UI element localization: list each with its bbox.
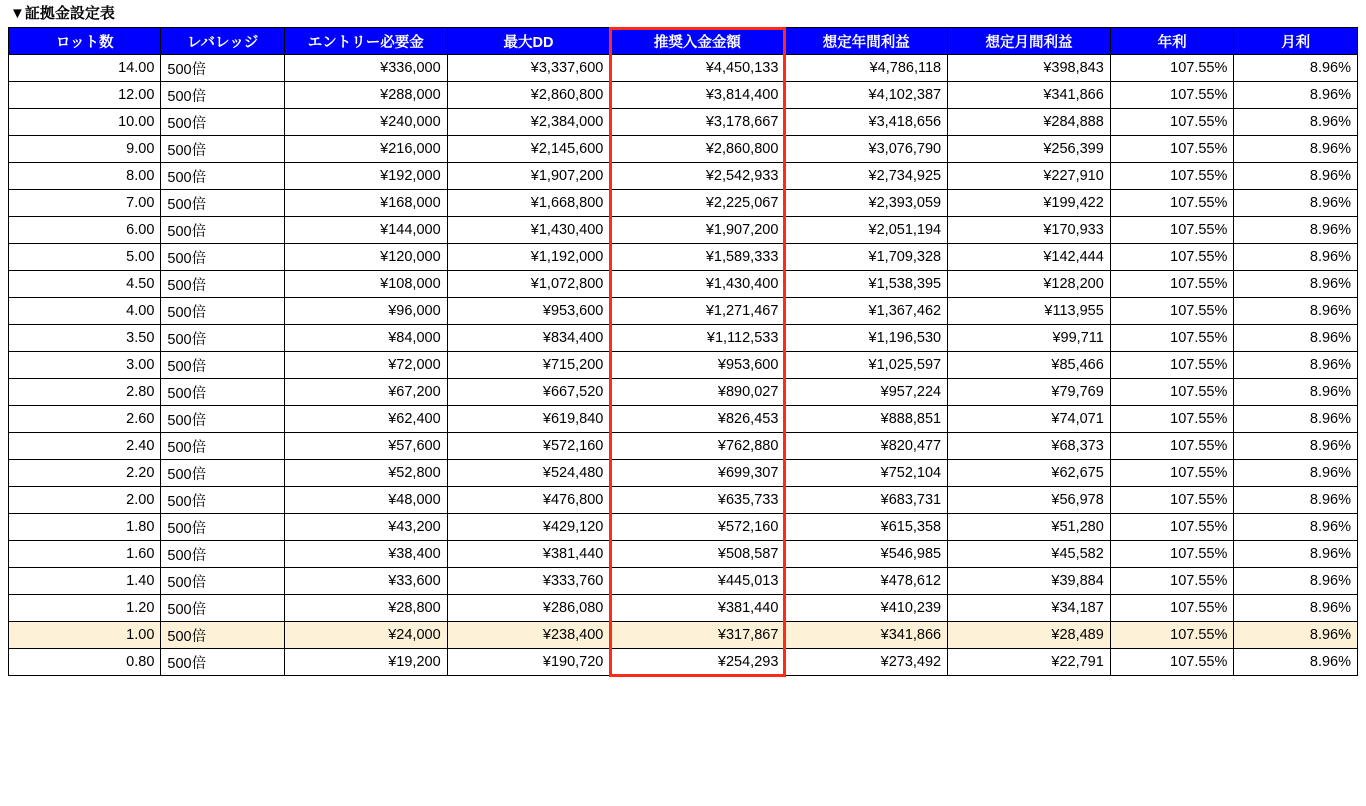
table-row: [9, 379, 1358, 406]
table-cell: ¥888,851: [785, 406, 948, 433]
table-cell: 2.00: [9, 487, 161, 514]
table-cell: 8.96%: [1234, 244, 1358, 271]
table-body: [9, 55, 1358, 676]
table-cell: 1.40: [9, 568, 161, 595]
table-cell: ¥957,224: [785, 379, 948, 406]
table-cell: 107.55%: [1110, 514, 1234, 541]
table-cell: 107.55%: [1110, 244, 1234, 271]
table-cell: 500倍: [161, 541, 285, 568]
table-cell: 500倍: [161, 487, 285, 514]
table-cell: ¥1,430,400: [447, 217, 610, 244]
table-cell: ¥341,866: [948, 82, 1111, 109]
table-cell: ¥1,271,467: [610, 298, 785, 325]
table-cell: 107.55%: [1110, 460, 1234, 487]
table-cell: ¥381,440: [610, 595, 785, 622]
table-cell: ¥572,160: [447, 433, 610, 460]
table-cell: 107.55%: [1110, 406, 1234, 433]
table-cell: 107.55%: [1110, 379, 1234, 406]
table-cell: ¥1,025,597: [785, 352, 948, 379]
table-cell: 107.55%: [1110, 82, 1234, 109]
table-cell: ¥33,600: [284, 568, 447, 595]
table-cell: ¥317,867: [610, 622, 785, 649]
table-cell: ¥62,400: [284, 406, 447, 433]
table-cell: ¥715,200: [447, 352, 610, 379]
table-row: [9, 163, 1358, 190]
table-cell: ¥216,000: [284, 136, 447, 163]
table-header: [9, 28, 1358, 55]
table-cell: ¥85,466: [948, 352, 1111, 379]
table-cell: 8.96%: [1234, 460, 1358, 487]
table-cell: ¥3,337,600: [447, 55, 610, 82]
table-cell: ¥1,192,000: [447, 244, 610, 271]
table-cell: ¥190,720: [447, 649, 610, 676]
table-cell: 5.00: [9, 244, 161, 271]
table-cell: ¥826,453: [610, 406, 785, 433]
table-cell: 500倍: [161, 460, 285, 487]
table-cell: ¥890,027: [610, 379, 785, 406]
table-cell: 3.00: [9, 352, 161, 379]
table-cell: ¥67,200: [284, 379, 447, 406]
table-cell: ¥2,051,194: [785, 217, 948, 244]
table-cell: ¥142,444: [948, 244, 1111, 271]
table-cell: 8.96%: [1234, 325, 1358, 352]
table-cell: 8.96%: [1234, 136, 1358, 163]
table-cell: 107.55%: [1110, 190, 1234, 217]
table-cell: ¥1,196,530: [785, 325, 948, 352]
table-cell: 8.96%: [1234, 487, 1358, 514]
table-cell: ¥2,393,059: [785, 190, 948, 217]
table-cell: ¥508,587: [610, 541, 785, 568]
table-cell: ¥28,489: [948, 622, 1111, 649]
table-cell: 9.00: [9, 136, 161, 163]
table-cell: ¥72,000: [284, 352, 447, 379]
table-cell: 500倍: [161, 244, 285, 271]
column-header-1: レバレッジ: [161, 28, 285, 55]
table-row: [9, 460, 1358, 487]
table-cell: 500倍: [161, 82, 285, 109]
table-cell: 500倍: [161, 163, 285, 190]
table-cell: 8.96%: [1234, 649, 1358, 676]
table-cell: ¥2,734,925: [785, 163, 948, 190]
column-header-2: エントリー必要金: [284, 28, 447, 55]
table-row: [9, 352, 1358, 379]
table-cell: 107.55%: [1110, 595, 1234, 622]
table-cell: 1.80: [9, 514, 161, 541]
table-cell: ¥74,071: [948, 406, 1111, 433]
table-cell: ¥4,786,118: [785, 55, 948, 82]
table-cell: ¥3,814,400: [610, 82, 785, 109]
table-cell: ¥398,843: [948, 55, 1111, 82]
table-cell: 107.55%: [1110, 163, 1234, 190]
table-cell: ¥24,000: [284, 622, 447, 649]
table-cell: ¥34,187: [948, 595, 1111, 622]
table-cell: ¥3,178,667: [610, 109, 785, 136]
table-cell: ¥410,239: [785, 595, 948, 622]
table-cell: 8.96%: [1234, 406, 1358, 433]
table-cell: ¥476,800: [447, 487, 610, 514]
table-cell: ¥1,112,533: [610, 325, 785, 352]
table-cell: 107.55%: [1110, 217, 1234, 244]
table-cell: 500倍: [161, 649, 285, 676]
table-cell: 500倍: [161, 298, 285, 325]
table-cell: ¥2,225,067: [610, 190, 785, 217]
table-cell: 500倍: [161, 109, 285, 136]
table-cell: ¥615,358: [785, 514, 948, 541]
table-cell: ¥699,307: [610, 460, 785, 487]
table-cell: 7.00: [9, 190, 161, 217]
table-cell: ¥68,373: [948, 433, 1111, 460]
table-cell: ¥341,866: [785, 622, 948, 649]
table-row: [9, 541, 1358, 568]
table-cell: 2.20: [9, 460, 161, 487]
table-cell: 500倍: [161, 325, 285, 352]
column-header-8: 月利: [1234, 28, 1358, 55]
table-cell: 107.55%: [1110, 433, 1234, 460]
table-cell: 500倍: [161, 595, 285, 622]
table-cell: ¥635,733: [610, 487, 785, 514]
table-cell: ¥48,000: [284, 487, 447, 514]
table-row: [9, 514, 1358, 541]
table-cell: ¥96,000: [284, 298, 447, 325]
table-cell: ¥4,450,133: [610, 55, 785, 82]
table-cell: 8.96%: [1234, 514, 1358, 541]
table-cell: 500倍: [161, 622, 285, 649]
table-cell: 10.00: [9, 109, 161, 136]
table-cell: 1.00: [9, 622, 161, 649]
table-cell: ¥546,985: [785, 541, 948, 568]
table-cell: ¥62,675: [948, 460, 1111, 487]
table-cell: ¥288,000: [284, 82, 447, 109]
table-cell: ¥1,072,800: [447, 271, 610, 298]
table-cell: 500倍: [161, 55, 285, 82]
table-cell: ¥57,600: [284, 433, 447, 460]
table-cell: ¥3,418,656: [785, 109, 948, 136]
table-cell: ¥238,400: [447, 622, 610, 649]
column-header-7: 年利: [1110, 28, 1234, 55]
table-cell: 8.96%: [1234, 298, 1358, 325]
table-row: [9, 649, 1358, 676]
table-cell: ¥51,280: [948, 514, 1111, 541]
table-cell: 8.96%: [1234, 190, 1358, 217]
table-cell: ¥2,542,933: [610, 163, 785, 190]
table-cell: ¥99,711: [948, 325, 1111, 352]
table-cell: 107.55%: [1110, 271, 1234, 298]
table-cell: ¥144,000: [284, 217, 447, 244]
table-row: [9, 217, 1358, 244]
column-header-4: 推奨入金金額: [610, 28, 785, 55]
table-cell: ¥170,933: [948, 217, 1111, 244]
table-cell: 2.60: [9, 406, 161, 433]
table-cell: ¥43,200: [284, 514, 447, 541]
table-cell: ¥2,860,800: [447, 82, 610, 109]
table-cell: 8.96%: [1234, 82, 1358, 109]
table-cell: ¥39,884: [948, 568, 1111, 595]
table-cell: ¥1,589,333: [610, 244, 785, 271]
table-row: [9, 433, 1358, 460]
page-title: ▼証拠金設定表: [10, 5, 115, 22]
table-cell: 107.55%: [1110, 298, 1234, 325]
table-cell: 107.55%: [1110, 109, 1234, 136]
table-cell: ¥683,731: [785, 487, 948, 514]
table-cell: ¥445,013: [610, 568, 785, 595]
table-cell: 500倍: [161, 352, 285, 379]
table-cell: 8.96%: [1234, 541, 1358, 568]
table-cell: 3.50: [9, 325, 161, 352]
table-cell: ¥254,293: [610, 649, 785, 676]
table-cell: ¥1,367,462: [785, 298, 948, 325]
table-row: [9, 271, 1358, 298]
table-cell: 0.80: [9, 649, 161, 676]
table-cell: 2.80: [9, 379, 161, 406]
table-cell: ¥52,800: [284, 460, 447, 487]
table-cell: ¥1,668,800: [447, 190, 610, 217]
table-cell: ¥79,769: [948, 379, 1111, 406]
table-cell: 1.20: [9, 595, 161, 622]
table-cell: 500倍: [161, 190, 285, 217]
table-cell: 4.50: [9, 271, 161, 298]
table-cell: ¥953,600: [447, 298, 610, 325]
table-cell: ¥284,888: [948, 109, 1111, 136]
table-cell: ¥199,422: [948, 190, 1111, 217]
table-cell: 2.40: [9, 433, 161, 460]
table-cell: ¥286,080: [447, 595, 610, 622]
table-cell: 107.55%: [1110, 136, 1234, 163]
table-cell: ¥38,400: [284, 541, 447, 568]
table-cell: ¥1,907,200: [610, 217, 785, 244]
table-cell: 107.55%: [1110, 487, 1234, 514]
table-cell: 107.55%: [1110, 55, 1234, 82]
table-cell: 500倍: [161, 568, 285, 595]
table-cell: ¥1,709,328: [785, 244, 948, 271]
table-cell: ¥1,907,200: [447, 163, 610, 190]
table-cell: ¥128,200: [948, 271, 1111, 298]
table-header-row: [9, 28, 1358, 55]
table-cell: 8.96%: [1234, 595, 1358, 622]
column-header-0: ロット数: [9, 28, 161, 55]
table-cell: ¥762,880: [610, 433, 785, 460]
table-cell: ¥429,120: [447, 514, 610, 541]
table-cell: 1.60: [9, 541, 161, 568]
table-cell: 500倍: [161, 271, 285, 298]
table-cell: ¥478,612: [785, 568, 948, 595]
table-row: [9, 190, 1358, 217]
table-cell: ¥240,000: [284, 109, 447, 136]
table-cell: ¥2,860,800: [610, 136, 785, 163]
table-cell: ¥752,104: [785, 460, 948, 487]
table-cell: ¥227,910: [948, 163, 1111, 190]
table-cell: ¥28,800: [284, 595, 447, 622]
table-cell: 8.96%: [1234, 379, 1358, 406]
table-cell: ¥256,399: [948, 136, 1111, 163]
table-cell: 8.96%: [1234, 55, 1358, 82]
table-cell: ¥56,978: [948, 487, 1111, 514]
table-cell: ¥572,160: [610, 514, 785, 541]
table-cell: ¥619,840: [447, 406, 610, 433]
table-cell: ¥524,480: [447, 460, 610, 487]
table-cell: 107.55%: [1110, 568, 1234, 595]
table-row: [9, 82, 1358, 109]
table-cell: ¥84,000: [284, 325, 447, 352]
table-cell: 107.55%: [1110, 352, 1234, 379]
table-cell: 107.55%: [1110, 649, 1234, 676]
table-row: [9, 406, 1358, 433]
table-cell: ¥953,600: [610, 352, 785, 379]
table-cell: ¥333,760: [447, 568, 610, 595]
table-cell: 8.96%: [1234, 109, 1358, 136]
table-cell: ¥381,440: [447, 541, 610, 568]
table-cell: 500倍: [161, 379, 285, 406]
table-cell: ¥108,000: [284, 271, 447, 298]
table-cell: ¥1,430,400: [610, 271, 785, 298]
table-cell: 500倍: [161, 217, 285, 244]
column-header-3: 最大DD: [447, 28, 610, 55]
table-cell: 8.96%: [1234, 352, 1358, 379]
table-cell: ¥273,492: [785, 649, 948, 676]
table-cell: ¥3,076,790: [785, 136, 948, 163]
table-cell: 8.96%: [1234, 568, 1358, 595]
table-row: [9, 136, 1358, 163]
table-row: [9, 622, 1358, 649]
table-cell: 8.96%: [1234, 163, 1358, 190]
table-cell: 107.55%: [1110, 325, 1234, 352]
table-cell: ¥820,477: [785, 433, 948, 460]
table-cell: 4.00: [9, 298, 161, 325]
table-cell: 14.00: [9, 55, 161, 82]
table-cell: 8.96%: [1234, 433, 1358, 460]
table-cell: ¥834,400: [447, 325, 610, 352]
table-cell: 500倍: [161, 433, 285, 460]
table-cell: ¥120,000: [284, 244, 447, 271]
table-cell: 8.00: [9, 163, 161, 190]
table-cell: ¥2,384,000: [447, 109, 610, 136]
table-cell: ¥336,000: [284, 55, 447, 82]
table-cell: 107.55%: [1110, 622, 1234, 649]
margin-settings-table: [8, 27, 1358, 676]
table-row: [9, 55, 1358, 82]
table-cell: 500倍: [161, 136, 285, 163]
table-cell: 500倍: [161, 514, 285, 541]
table-cell: 12.00: [9, 82, 161, 109]
table-row: [9, 595, 1358, 622]
table-cell: ¥45,582: [948, 541, 1111, 568]
table-row: [9, 487, 1358, 514]
table-row: [9, 244, 1358, 271]
table-cell: ¥1,538,395: [785, 271, 948, 298]
table-row: [9, 109, 1358, 136]
column-header-6: 想定月間利益: [948, 28, 1111, 55]
table-row: [9, 298, 1358, 325]
table-cell: 8.96%: [1234, 622, 1358, 649]
table-cell: ¥22,791: [948, 649, 1111, 676]
table-cell: ¥19,200: [284, 649, 447, 676]
table-cell: 6.00: [9, 217, 161, 244]
table-cell: ¥667,520: [447, 379, 610, 406]
table-row: [9, 568, 1358, 595]
table-cell: 8.96%: [1234, 217, 1358, 244]
table-cell: 500倍: [161, 406, 285, 433]
table-cell: ¥168,000: [284, 190, 447, 217]
table-cell: ¥113,955: [948, 298, 1111, 325]
table-row: [9, 325, 1358, 352]
table-cell: ¥4,102,387: [785, 82, 948, 109]
table-cell: 107.55%: [1110, 541, 1234, 568]
table-cell: 8.96%: [1234, 271, 1358, 298]
table-cell: ¥2,145,600: [447, 136, 610, 163]
column-header-5: 想定年間利益: [785, 28, 948, 55]
table-cell: ¥192,000: [284, 163, 447, 190]
